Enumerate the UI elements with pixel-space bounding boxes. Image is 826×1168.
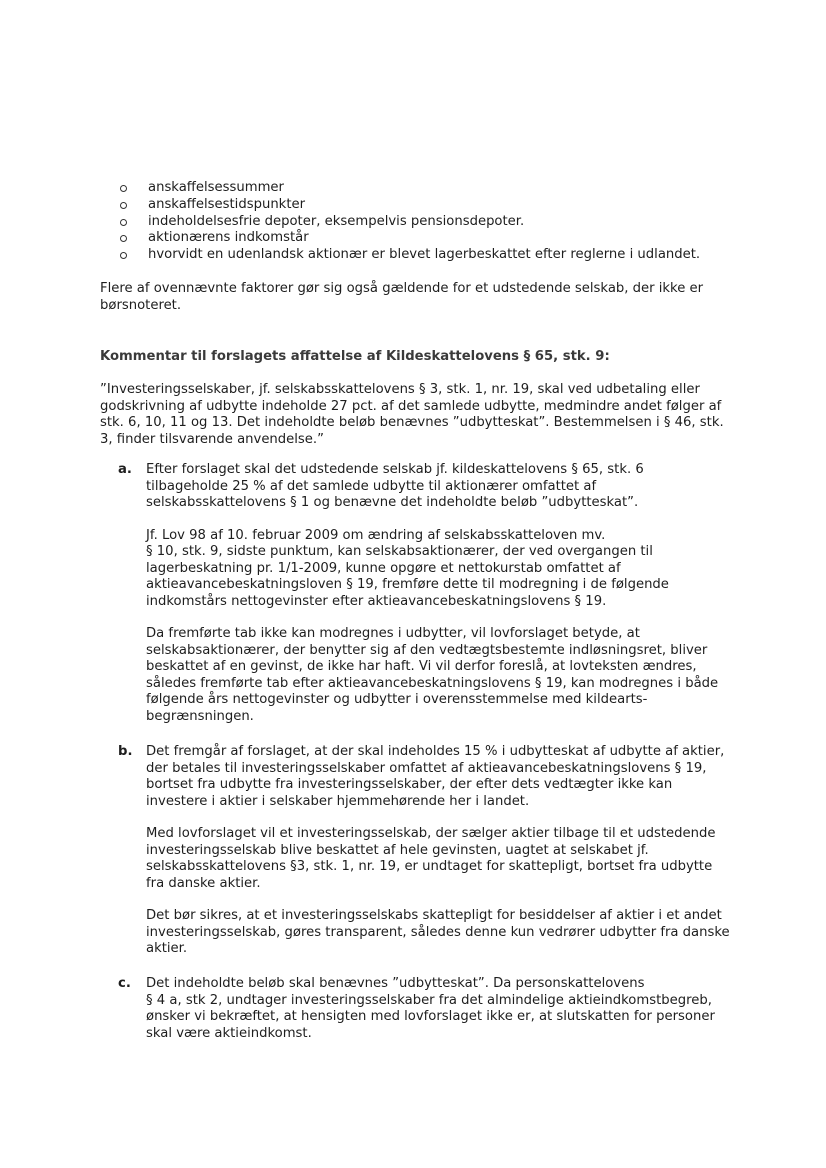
- text-line: § 10, stk. 9, sidste punktum, kan selskabsaktionærer, der ved overgangen til: [146, 544, 653, 559]
- text-line: således fremførte tab efter aktieavancebeskatningslovens § 19, kan modregnes i både: [146, 675, 719, 691]
- text-line: selskabsaktionærer, der benytter sig af den vedtægtsbestemte indløsningsret, bliver: [146, 642, 708, 658]
- list-item: aktionærens indkomstår: [118, 230, 700, 247]
- text-line: aktieavancebeskatningsloven § 19, fremføre dette til modregning i de følgende: [146, 577, 669, 592]
- text-line: beskattet af en gevinst, de ikke har haft. Vi vil derfor foreslå, at lovteksten ændres,: [146, 659, 697, 674]
- text-line: Det indeholdte beløb skal benævnes ”udbytteskat”. Da personskattelovens: [146, 976, 645, 991]
- text-line: tilbageholde 25 % af det samlede udbytte til aktionærer omfattet af: [146, 478, 597, 494]
- text-line: selskabsskattelovens § 1 og benævne det indeholdte beløb ”udbytteskat”.: [146, 495, 639, 510]
- item-letter: a.: [118, 462, 132, 477]
- section-heading: Kommentar til forslagets affattelse af Kildeskattelovens § 65, stk. 9:: [100, 349, 610, 364]
- text-line: begrænsningen.: [146, 708, 254, 724]
- item-paragraph: [146, 626, 738, 725]
- bullet-list: [118, 180, 700, 264]
- text-line: investere i aktier i selskaber hjemmehørende her i landet.: [146, 793, 530, 809]
- text-line: følgende års nettogevinster og udbytter i overensstemmelse med kildearts-: [146, 692, 648, 707]
- text-line: bortset fra udbytte fra investeringsselskaber, der efter dets vedtægter ikke kan: [146, 777, 673, 792]
- text-line: skal være aktieindkomst.: [146, 1025, 312, 1041]
- text-line: aktier.: [146, 941, 188, 956]
- list-item: anskaffelsestidspunkter: [118, 197, 700, 214]
- list-item: indeholdelsesfrie depoter, eksempelvis pensionsdepoter.: [118, 214, 700, 231]
- item-paragraph: [146, 826, 738, 892]
- text-line: § 4 a, stk 2, undtager investeringsselskaber fra det almindelige aktieindkomstbegreb,: [146, 992, 712, 1008]
- quote-paragraph: [100, 382, 740, 448]
- text-line: stk. 6, 10, 11 og 13. Det indeholdte beløb benævnes ”udbytteskat”. Bestemmelsen i § 46, stk.: [100, 415, 724, 430]
- text-line: investeringsselskab, gøres transparent, således denne kun vedrører udbytter fra danske: [146, 924, 730, 940]
- text-line: fra danske aktier.: [146, 875, 261, 891]
- item-paragraph: [146, 462, 738, 512]
- text-line: Med lovforslaget vil et investeringsselskab, der sælger aktier tilbage til et udstedende: [146, 826, 716, 841]
- text-line: Det fremgår af forslaget, at der skal indeholdes 15 % i udbytteskat af udbytte af aktier,: [146, 744, 725, 759]
- item-body: [146, 744, 738, 974]
- item-paragraph: [146, 908, 738, 958]
- text-line: indkomstårs nettogevinster efter aktieavancebeskatningslovens § 19.: [146, 593, 607, 609]
- item-paragraph: [146, 976, 738, 1042]
- item-body: [146, 976, 738, 1058]
- list-item: hvorvidt en udenlandsk aktionær er blevet lagerbeskattet efter reglerne i udlandet.: [118, 247, 700, 264]
- intro-paragraph: [100, 281, 720, 314]
- text-line: ”Investeringsselskaber, jf. selskabsskattelovens § 3, stk. 1, nr. 19, skal ved udbetaling eller: [100, 382, 700, 397]
- text-line: investeringsselskab blive beskattet af hele gevinsten, uagtet at selskabet jf.: [146, 842, 649, 858]
- text-line: godskrivning af udbytte indeholde 27 pct. af det samlede udbytte, medmindre andet følger af: [100, 398, 722, 414]
- text-line: Efter forslaget skal det udstedende selskab jf. kildeskattelovens § 65, stk. 6: [146, 462, 644, 477]
- item-paragraph: [146, 744, 738, 810]
- item-letter: c.: [118, 976, 131, 991]
- item-body: [146, 462, 738, 741]
- item-paragraph: [146, 528, 738, 611]
- text-line: Flere af ovennævnte faktorer gør sig også gældende for et udstedende selskab, der ikke er: [100, 281, 704, 296]
- text-line: 3, finder tilsvarende anvendelse.”: [100, 431, 324, 447]
- text-line: der betales til investeringsselskaber omfattet af aktieavancebeskatningslovens § 19,: [146, 760, 707, 776]
- list-item: anskaffelsessummer: [118, 180, 700, 197]
- text-line: lagerbeskatning pr. 1/1-2009, kunne opgøre et nettokurstab omfattet af: [146, 560, 621, 576]
- text-line: Da fremførte tab ikke kan modregnes i udbytter, vil lovforslaget betyde, at: [146, 626, 640, 641]
- text-line: børsnoteret.: [100, 297, 182, 313]
- text-line: ønsker vi bekræftet, at hensigten med lovforslaget ikke er, at slutskatten for personer: [146, 1009, 715, 1024]
- text-line: Jf. Lov 98 af 10. februar 2009 om ændring af selskabsskatteloven mv.: [146, 527, 606, 543]
- text-line: Det bør sikres, at et investeringsselskabs skattepligt for besiddelser af aktier i et andet: [146, 908, 722, 923]
- text-line: selskabsskattelovens §3, stk. 1, nr. 19, er undtaget for skattepligt, bortset fra udbytte: [146, 859, 713, 874]
- item-letter: b.: [118, 744, 133, 759]
